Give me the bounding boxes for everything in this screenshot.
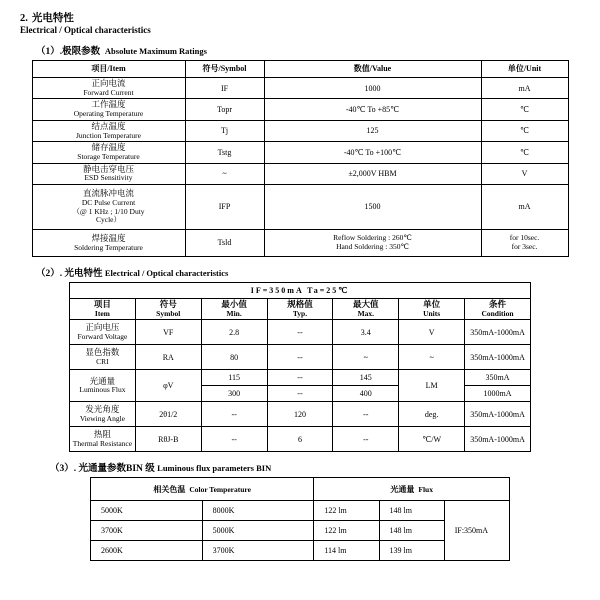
row-typ-a: -- (267, 370, 333, 386)
header-flux-en: Flux (418, 484, 433, 494)
subsection-2-label-en: Electrical / Optical characteristics (104, 267, 229, 278)
header-color-temp-en: Color Temperature (189, 484, 251, 494)
row-unit: ℃ (481, 142, 568, 163)
table-header-row (91, 478, 510, 501)
row-value: ±2,000V HBM (264, 163, 481, 184)
table-row (70, 320, 531, 345)
row-item-en: CRI (96, 356, 109, 366)
row-item-cn: 储存温度 (91, 142, 126, 153)
row-symbol: Tstg (185, 142, 264, 163)
row-condition: 350mA-1000mA (465, 345, 531, 370)
row-symbol: RA (135, 345, 201, 370)
row-item-en: DC Pulse Current (81, 197, 136, 207)
row-item-en: Thermal Resistance (72, 438, 133, 448)
row-item-en: Viewing Angle (79, 413, 125, 423)
row-max: ~ (333, 345, 399, 370)
row-max: -- (333, 402, 399, 427)
row-ct-from: 3700K (91, 521, 203, 541)
row-ct-from: 5000K (91, 501, 203, 521)
row-condition-a: 350mA (465, 370, 531, 386)
row-item-en-2: （@ 1 KHz ; 1/10 Duty (72, 206, 145, 216)
header-item-cn: 项目 (93, 298, 111, 309)
table-row (32, 163, 568, 184)
row-unit-line2: for 3sec. (511, 241, 538, 251)
row-item-en: ESD Sensitivity (84, 173, 133, 183)
row-min: 2.8 (201, 320, 267, 345)
subsection-1-heading (36, 43, 586, 57)
table-header-row (32, 61, 568, 78)
row-ct-to: 5000K (202, 521, 314, 541)
header-max-en: Max. (357, 308, 375, 318)
header-unit: 单位/Unit (481, 61, 568, 78)
row-item-cn: 光通量 (89, 375, 116, 386)
row-flux-min: 114 lm (314, 541, 379, 561)
table-row (70, 427, 531, 452)
header-item: 项目/Item (32, 61, 185, 78)
row-value: -40℃ To +85℃ (264, 99, 481, 120)
row-ct-to: 3700K (202, 541, 314, 561)
row-unit: LM (399, 370, 465, 402)
row-item-en: Forward Current (83, 87, 134, 97)
header-typ-en: Typ. (292, 308, 308, 318)
row-min-a: 115 (201, 370, 267, 386)
row-unit: ℃/W (399, 427, 465, 452)
subsection-2-label: （2）. 光电特性 (36, 268, 103, 279)
subsection-3-label-en: Luminous flux parameters BIN (157, 463, 272, 474)
row-min-b: 300 (201, 386, 267, 402)
row-item-en: Forward Voltage (77, 331, 128, 341)
row-item-cn: 正向电流 (91, 78, 126, 88)
row-value: -40℃ To +100℃ (264, 142, 481, 163)
test-condition: IF=350mA Ta=25℃ (70, 282, 531, 298)
row-unit: V (481, 163, 568, 184)
row-item-en: Junction Temperature (76, 130, 141, 140)
row-max-a: 145 (333, 370, 399, 386)
row-unit: V (399, 320, 465, 345)
row-typ: 6 (267, 427, 333, 452)
row-unit-line1: for 10sec. (509, 233, 540, 243)
row-item-cn: 焊接温度 (91, 232, 126, 243)
row-item-cn: 工作温度 (91, 99, 126, 110)
row-symbol: Tsld (185, 229, 264, 256)
subsection-3-heading (50, 460, 586, 474)
row-item-en: Soldering Temperature (74, 242, 143, 252)
row-flux-max: 148 lm (379, 521, 444, 541)
header-max-cn: 最大值 (353, 298, 379, 309)
header-value: 数值/Value (264, 61, 481, 78)
row-max: 3.4 (333, 320, 399, 345)
table-row (32, 99, 568, 120)
row-item-en: Luminous Flux (79, 385, 126, 395)
row-typ-b: -- (267, 386, 333, 402)
row-unit: mA (481, 184, 568, 229)
row-item-cn: 直流脉冲电流 (82, 188, 134, 199)
header-flux-cn: 光通量 (390, 484, 415, 494)
row-min: -- (201, 402, 267, 427)
luminous-flux-bin-table (90, 477, 510, 561)
table-row (32, 229, 568, 256)
row-symbol: 2θ1/2 (135, 402, 201, 427)
row-condition: IF:350mA (444, 501, 509, 561)
row-condition: 350mA-1000mA (465, 427, 531, 452)
subsection-1-label-en: Absolute Maximum Ratings (104, 46, 207, 56)
subsection-1-label: （1）.极限参数 (36, 47, 101, 57)
row-item-cn: 热阻 (93, 429, 111, 440)
row-value: 1000 (264, 78, 481, 99)
row-item-en: Operating Temperature (73, 109, 144, 119)
table-row (70, 402, 531, 427)
section-title-en: Electrical / Optical characteristics (20, 25, 151, 35)
electrical-optical-characteristics-table (69, 282, 531, 452)
row-value-line2: Hand Soldering : 350℃ (336, 241, 409, 251)
row-max: -- (333, 427, 399, 452)
row-value-line1: Reflow Soldering : 260℃ (333, 233, 412, 243)
row-item-cn: 静电击穿电压 (82, 163, 134, 174)
table-header-row (70, 298, 531, 319)
row-unit: deg. (399, 402, 465, 427)
row-item-en-3: Cycle） (96, 215, 121, 225)
row-value: 125 (264, 120, 481, 141)
row-symbol: φV (135, 370, 201, 402)
table-row (91, 501, 510, 521)
header-item-en: Item (94, 308, 110, 318)
row-item-cn: 发光角度 (85, 404, 120, 415)
table-row (70, 345, 531, 370)
section-title-cn: 光电特性 (31, 13, 74, 24)
header-symbol: 符号/Symbol (185, 61, 264, 78)
header-cond-cn: 条件 (489, 298, 507, 309)
row-item-cn: 显色指数 (85, 347, 120, 358)
row-max-b: 400 (333, 386, 399, 402)
table-row (32, 120, 568, 141)
row-flux-max: 148 lm (379, 501, 444, 521)
row-unit: ℃ (481, 120, 568, 141)
table-row (32, 184, 568, 229)
header-min-en: Min. (226, 308, 242, 318)
row-flux-min: 122 lm (314, 501, 379, 521)
row-typ: 120 (267, 402, 333, 427)
header-unit-en: Units (423, 308, 441, 318)
row-min: -- (201, 427, 267, 452)
row-value: 1500 (264, 184, 481, 229)
row-condition: 350mA-1000mA (465, 402, 531, 427)
row-symbol: Tj (185, 120, 264, 141)
header-cond-en: Condition (481, 308, 514, 318)
page-title (20, 10, 586, 35)
header-min-cn: 最小值 (221, 298, 247, 309)
subsection-2-heading (36, 265, 586, 279)
row-unit: mA (481, 78, 568, 99)
row-ct-from: 2600K (91, 541, 203, 561)
row-unit: ℃ (481, 99, 568, 120)
row-ct-to: 8000K (202, 501, 314, 521)
table-row (70, 370, 531, 386)
header-typ-cn: 规格值 (287, 298, 313, 309)
row-symbol: RθJ-B (135, 427, 201, 452)
row-symbol: VF (135, 320, 201, 345)
header-color-temp-cn: 相关色温 (153, 484, 186, 494)
row-unit: ~ (399, 345, 465, 370)
row-symbol: IFP (185, 184, 264, 229)
header-symbol-en: Symbol (156, 308, 181, 318)
subsection-3-label: （3）. 光通量参数BIN 级 (50, 464, 155, 475)
row-min: 80 (201, 345, 267, 370)
row-item-en: Storage Temperature (77, 151, 140, 161)
absolute-maximum-ratings-table (32, 60, 569, 257)
row-condition-b: 1000mA (465, 386, 531, 402)
header-unit-cn: 单位 (423, 298, 441, 309)
row-symbol: Topr (185, 99, 264, 120)
table-row (32, 78, 568, 99)
row-typ: -- (267, 345, 333, 370)
row-item-cn: 结点温度 (91, 120, 126, 131)
row-symbol: IF (185, 78, 264, 99)
row-symbol: ~ (185, 163, 264, 184)
table-row (32, 142, 568, 163)
header-symbol-cn: 符号 (159, 298, 177, 309)
row-condition: 350mA-1000mA (465, 320, 531, 345)
row-flux-max: 139 lm (379, 541, 444, 561)
row-item-cn: 正向电压 (85, 322, 120, 333)
row-typ: -- (267, 320, 333, 345)
row-flux-min: 122 lm (314, 521, 379, 541)
test-condition-row (70, 282, 531, 298)
section-number: 2. (20, 13, 28, 24)
